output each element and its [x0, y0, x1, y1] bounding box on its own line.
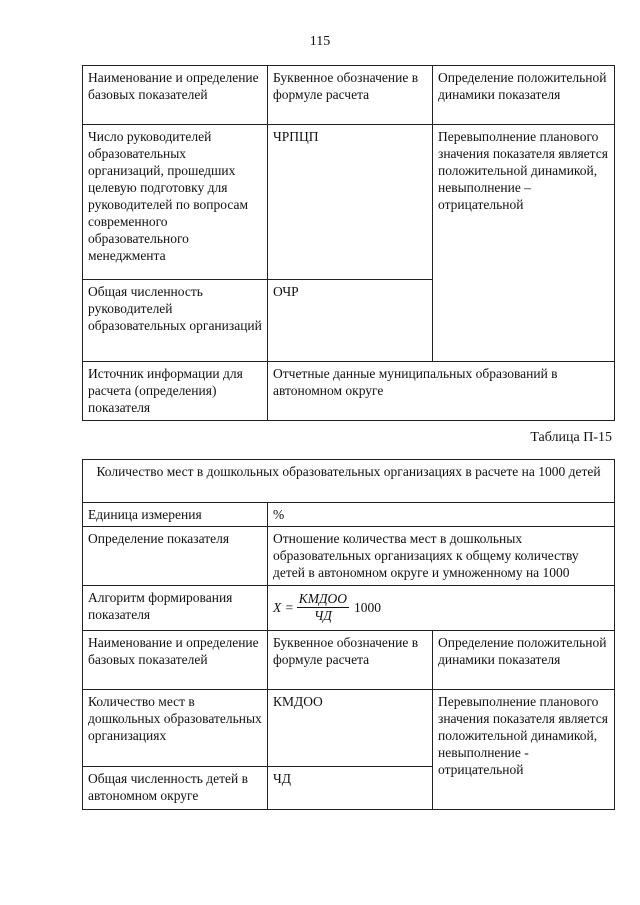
header-cell-name: Наименование и определение базовых показателей	[83, 631, 268, 690]
indicator-table-1	[82, 65, 615, 421]
header-cell-dynamics: Определение положительной динамики показателя	[433, 631, 615, 690]
header-cell-name: Наименование и определение базовых показателей	[83, 66, 268, 125]
table-title-cell: Количество мест в дошкольных образовательных организациях в расчете на 1000 детей	[83, 460, 615, 503]
formula-cell	[268, 586, 615, 631]
formula	[273, 589, 609, 624]
table-caption: Таблица П-15	[530, 430, 612, 445]
definition-label-cell: Определение показателя	[83, 527, 268, 586]
indicator-name-cell: Общая численность руководителей образовательных организаций	[83, 280, 268, 362]
indicator-code-cell: ОЧР	[268, 280, 433, 362]
definition-value-cell: Отношение количества мест в дошкольных образовательных организациях к общему количеству детей в автономном округе и умноженному на 1000	[268, 527, 615, 586]
indicator-code-cell: КМДОО	[268, 690, 433, 767]
page-number: 115	[309, 34, 331, 49]
table-header-row	[83, 631, 615, 690]
algorithm-label-cell: Алгоритм формирования показателя	[83, 586, 268, 631]
indicator-code-cell: ЧРПЦП	[268, 125, 433, 280]
formula-fraction	[297, 591, 349, 624]
source-value-cell: Отчетные данные муниципальных образований в автономном округе	[268, 362, 615, 421]
table-row	[83, 503, 615, 527]
table-title-row	[83, 460, 615, 503]
indicator-code-cell: ЧД	[268, 767, 433, 810]
indicator-name-cell: Количество мест в дошкольных образовательных организациях	[83, 690, 268, 767]
formula-factor: 1000	[354, 600, 382, 615]
header-cell-dynamics: Определение положительной динамики показателя	[433, 66, 615, 125]
formula-denominator: ЧД	[313, 608, 332, 623]
header-cell-code: Буквенное обозначение в формуле расчета	[268, 66, 433, 125]
table-row	[83, 527, 615, 586]
table-row	[83, 125, 615, 280]
unit-label-cell: Единица измерения	[83, 503, 268, 527]
dynamics-cell: Перевыполнение планового значения показателя является положительной динамикой, невыполнение – отрицательной	[433, 125, 615, 362]
indicator-name-cell: Число руководителей образовательных организаций, прошедших целевую подготовку для руководителей по вопросам современного образовательного менеджмента	[83, 125, 268, 280]
header-cell-code: Буквенное обозначение в формуле расчета	[268, 631, 433, 690]
unit-value-cell: %	[268, 503, 615, 527]
table-row	[83, 362, 615, 421]
indicator-table-2	[82, 459, 615, 810]
source-label-cell: Источник информации для расчета (определения) показателя	[83, 362, 268, 421]
table-row	[83, 690, 615, 767]
table-row	[83, 586, 615, 631]
formula-numerator: КМДОО	[298, 591, 348, 606]
dynamics-cell: Перевыполнение планового значения показателя является положительной динамикой, невыполнение - отрицательной	[433, 690, 615, 810]
table-header-row	[83, 66, 615, 125]
formula-lhs: X =	[273, 600, 294, 615]
indicator-name-cell: Общая численность детей в автономном округе	[83, 767, 268, 810]
